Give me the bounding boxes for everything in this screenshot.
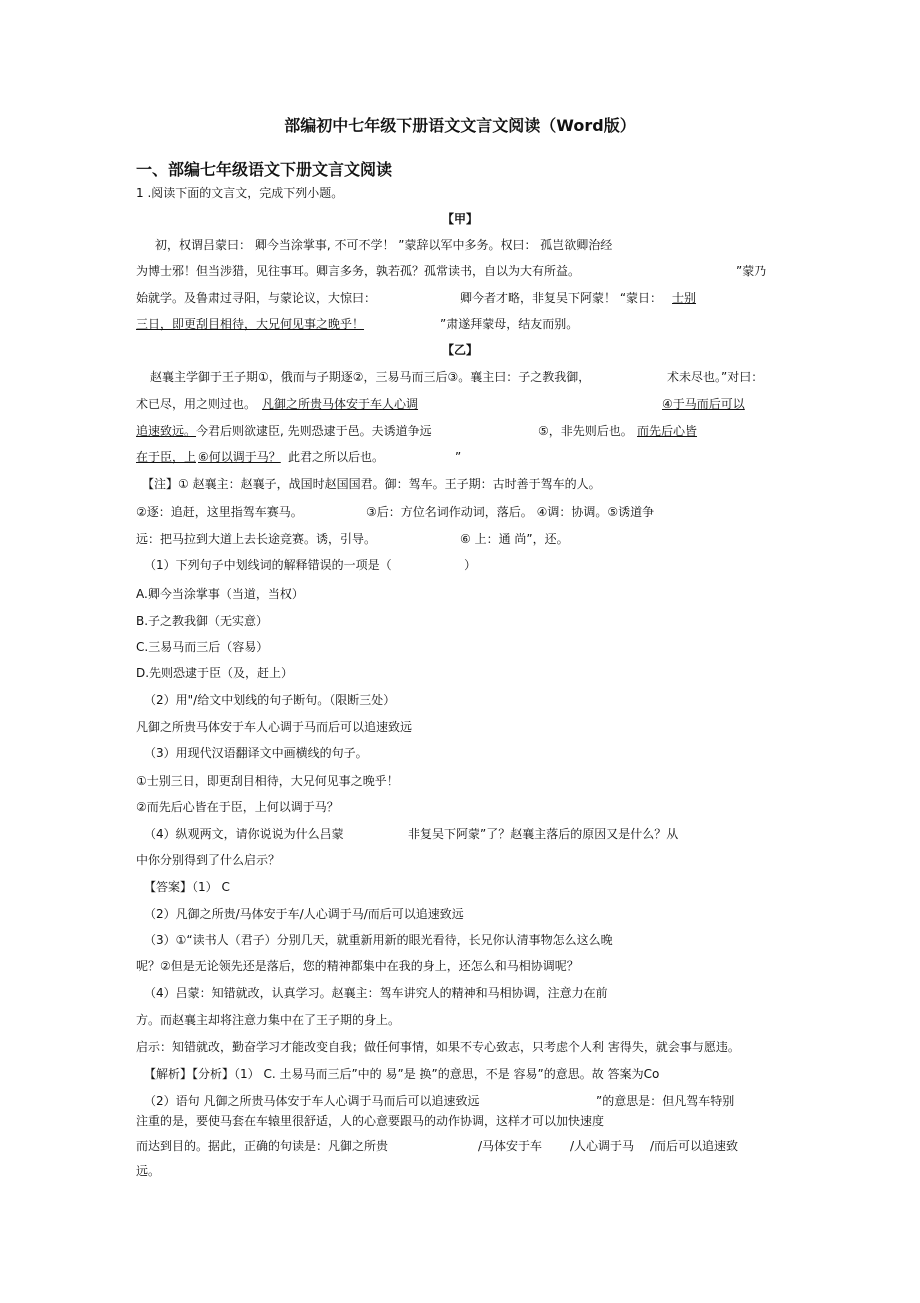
- option-d: D.先则恐逮于臣（及，赶上）: [136, 666, 294, 680]
- yi-line: ”: [455, 450, 462, 464]
- yi-line: 今君后则欲逮臣, 先则恐逮于邑。夫诱道争远: [196, 424, 432, 438]
- answer-line: 启示：知错就改，勤奋学习才能改变自我；做任何事情，如果不专心致志，只考虑个人利 害得失，就会事与愿违。: [136, 1040, 740, 1054]
- option-a: A.卿今当涂掌事（当道，当权）: [136, 587, 304, 601]
- question-2: （2）用"/给文中划线的句子断句。（限断三处）: [144, 693, 396, 707]
- jia-line: 卿今者才略，非复吴下阿蒙！ “蒙日：: [460, 291, 663, 305]
- analysis-line: ”的意思是：但凡驾车特别: [596, 1094, 735, 1108]
- analysis-line: 远。: [136, 1164, 161, 1178]
- analysis-line: 【解析】【分析】（1） C. 土易马而三后”中的 易”是 换”的意思，不是 容易”的意思。故 答案为Co: [144, 1067, 660, 1081]
- jia-line: ”蒙乃: [736, 264, 767, 278]
- yi-underlined: 而先后心皆: [637, 424, 698, 438]
- analysis-line: /马体安于车: [478, 1139, 543, 1153]
- yi-line: 术已尽，用之则过也。: [136, 397, 257, 411]
- jia-line: 始就学。及鲁肃过寻阳，与蒙论议，大惊曰：: [136, 291, 377, 305]
- notes-line: ②逐：追赶，这里指驾车赛马。: [136, 505, 303, 519]
- notes-line: ③后：方位名词作动词，落后。 ④调：协调。⑤诱道争: [366, 505, 655, 519]
- jia-label: 【甲】: [441, 212, 478, 226]
- jia-underlined: 三日，即更刮目相待，大兄何见事之晚乎！: [136, 317, 365, 331]
- yi-underlined: ⑥何以调于马？: [198, 450, 281, 464]
- option-b: B.子之教我御（无实意）: [136, 614, 269, 628]
- answer-line: （2）凡御之所贵/马体安于车/人心调于马/而后可以追速致远: [144, 907, 464, 921]
- analysis-line: 而达到目的。据此，正确的句读是：凡御之所贵: [136, 1139, 389, 1153]
- analysis-line: 注重的是，要使马套在车辕里很舒适，人的心意要跟马的动作协调，这样才可以加快速度: [136, 1114, 605, 1128]
- question-4: 中你分别得到了什么启示？: [136, 853, 281, 867]
- jia-line: 初，权谓吕蒙曰： 卿今当涂掌事, 不可不学！ ”蒙辞以军中多务。权曰： 孤岂欲卿治经: [155, 238, 613, 252]
- jia-line: ”肃遂拜蒙母，结友而别。: [440, 317, 579, 331]
- yi-line: 术未尽也。”对曰：: [667, 370, 764, 384]
- notes-line: ⑥ 上：通 尚”，还。: [460, 532, 569, 546]
- jia-underlined: 士别: [672, 291, 697, 305]
- answer-line: 【答案】（1） C: [144, 880, 230, 894]
- question-1: （1）下列句子中划线词的解释错误的一项是（ ）: [144, 558, 477, 572]
- question-3: （3）用现代汉语翻译文中画横线的句子。: [144, 746, 368, 760]
- answer-line: （4）吕蒙：知错就改，认真学习。赵襄主：驾车讲究人的精神和马相协调，注意力在前: [144, 986, 608, 1000]
- yi-underlined: 追速致远。: [136, 424, 197, 438]
- question-4: （4）纵观两文，请你说说为什么吕蒙: [144, 827, 344, 841]
- yi-underlined: ④于马而后可以: [662, 397, 745, 411]
- yi-underlined: 凡御之所贵马体安于车人心调: [262, 397, 419, 411]
- analysis-line: （2）语句 凡御之所贵马体安于车人心调于马而后可以追速致远: [144, 1094, 480, 1108]
- analysis-line: /而后可以追速致: [650, 1139, 739, 1153]
- yi-underlined: 在于臣，上: [136, 450, 197, 464]
- question-3-item: ②而先后心皆在于臣，上何以调于马？: [136, 800, 339, 814]
- notes-line: 远：把马拉到大道上去长途竞赛。诱，引导。: [136, 532, 377, 546]
- answer-line: 方。而赵襄主却将注意力集中在了王子期的身上。: [136, 1013, 401, 1027]
- answer-line: 呢？②但是无论领先还是落后，您的精神都集中在我的身上，还怎么和马相协调呢？: [136, 959, 579, 973]
- question-2-sentence: 凡御之所贵马体安于车人心调于马而后可以追速致远: [136, 720, 413, 734]
- yi-line: ⑤，非先则后也。: [538, 424, 633, 438]
- question-intro: 1 .阅读下面的文言文，完成下列小题。: [136, 186, 344, 200]
- section-heading: 一、部编七年级语文下册文言文阅读: [136, 160, 393, 179]
- document-title: 部编初中七年级下册语文文言文阅读（Word版）: [284, 116, 636, 135]
- question-3-item: ①士别三日，即更刮目相待，大兄何见事之晚乎！: [136, 774, 399, 788]
- answer-line: （3）①“读书人（君子）分别几天，就重新用新的眼光看待，长兄你认清事物怎么这么晚: [144, 933, 613, 947]
- question-4: 非复吴下阿蒙”了？赵襄主落后的原因又是什么？从: [408, 827, 679, 841]
- notes-line: 【注】① 赵襄主：赵襄子，战国时赵国国君。御：驾车。王子期：古时善于驾车的人。: [142, 477, 601, 491]
- yi-line: 此君之所以后也。: [288, 450, 385, 464]
- option-c: C.三易马而三后（容易）: [136, 640, 269, 654]
- analysis-line: /人心调于马: [570, 1139, 635, 1153]
- yi-label: 【乙】: [441, 343, 478, 357]
- jia-line: 为博士邪！但当涉猎，见往事耳。卿言多务，孰若孤？孤常读书，自以为大有所益。: [136, 264, 581, 278]
- yi-line: 赵襄主学御于王子期①，俄而与子期逐②，三易马而三后③。襄主曰：子之教我御，: [150, 370, 591, 384]
